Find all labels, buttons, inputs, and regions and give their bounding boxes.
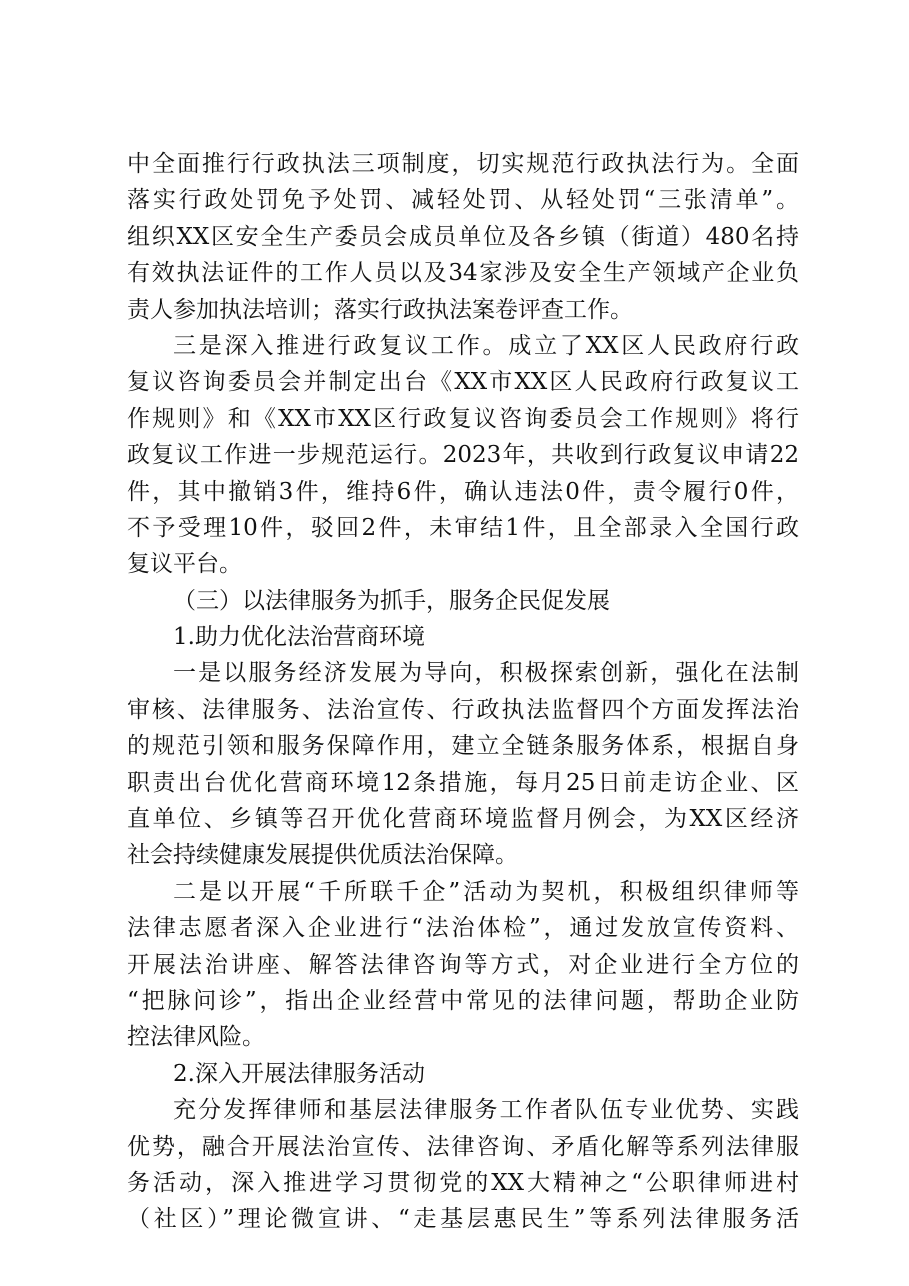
text-line: “把脉问诊”，指出企业经营中常见的法律问题，帮助企业防	[127, 987, 799, 1014]
text-line: 组织XX区安全生产委员会成员单位及各乡镇（街道）480名持	[127, 223, 799, 250]
text-line: 直单位、乡镇等召开优化营商环境监督月例会，为XX区经济	[127, 806, 799, 833]
text-line: 优势，融合开展法治宣传、法律咨询、矛盾化解等系列法律服	[127, 1133, 799, 1160]
text-line: 一是以服务经济发展为导向，积极探索创新，强化在法制	[173, 660, 799, 687]
text-line: 作规则》和《XX市XX区行政复议咨询委员会工作规则》将行	[127, 405, 799, 432]
text-line: 2.深入开展法律服务活动	[173, 1060, 425, 1087]
text-line: 充分发挥律师和基层法律服务工作者队伍专业优势、实践	[173, 1097, 799, 1124]
section-heading: （三）以法律服务为抓手，服务企民促发展	[173, 587, 610, 614]
text-line: 务活动，深入推进学习贯彻党的XX大精神之“公职律师进村	[127, 1169, 799, 1196]
text-line: 政复议工作进一步规范运行。2023年，共收到行政复议申请22	[127, 442, 799, 469]
document-page	[127, 146, 799, 1238]
text-line: 不予受理10件，驳回2件，未审结1件，且全部录入全国行政	[127, 514, 799, 541]
text-line: 职责出台优化营商环境12条措施，每月25日前走访企业、区	[127, 769, 799, 796]
text-line: 二是以开展“千所联千企”活动为契机，积极组织律师等	[173, 878, 799, 905]
text-line: 件，其中撤销3件，维持6件，确认违法0件，责令履行0件，	[127, 478, 799, 505]
text-line: （社区）”理论微宣讲、“走基层惠民生”等系列法律服务活	[127, 1206, 799, 1233]
text-line: 复议咨询委员会并制定出台《XX市XX区人民政府行政复议工	[127, 369, 799, 396]
text-line: 落实行政处罚免予处罚、减轻处罚、从轻处罚“三张清单”。	[127, 187, 799, 214]
text-line: 社会持续健康发展提供优质法治保障。	[127, 842, 518, 869]
text-line: 复议平台。	[127, 551, 242, 578]
text-line: 控法律风险。	[127, 1024, 265, 1051]
text-line: 审核、法律服务、法治宣传、行政执法监督四个方面发挥法治	[127, 696, 799, 723]
text-line: 责人参加执法培训；落实行政执法案卷评查工作。	[127, 296, 633, 323]
text-line: 三是深入推进行政复议工作。成立了XX区人民政府行政	[173, 332, 799, 359]
text-line: 有效执法证件的工作人员以及34家涉及安全生产领域产企业负	[127, 260, 799, 287]
text-line: 法律志愿者深入企业进行“法治体检”，通过发放宣传资料、	[127, 915, 799, 942]
text-line: 开展法治讲座、解答法律咨询等方式，对企业进行全方位的	[127, 951, 799, 978]
text-line: 的规范引领和服务保障作用，建立全链条服务体系，根据自身	[127, 733, 799, 760]
text-line: 1.助力优化法治营商环境	[173, 624, 425, 651]
text-line: 中全面推行行政执法三项制度，切实规范行政执法行为。全面	[127, 151, 799, 177]
